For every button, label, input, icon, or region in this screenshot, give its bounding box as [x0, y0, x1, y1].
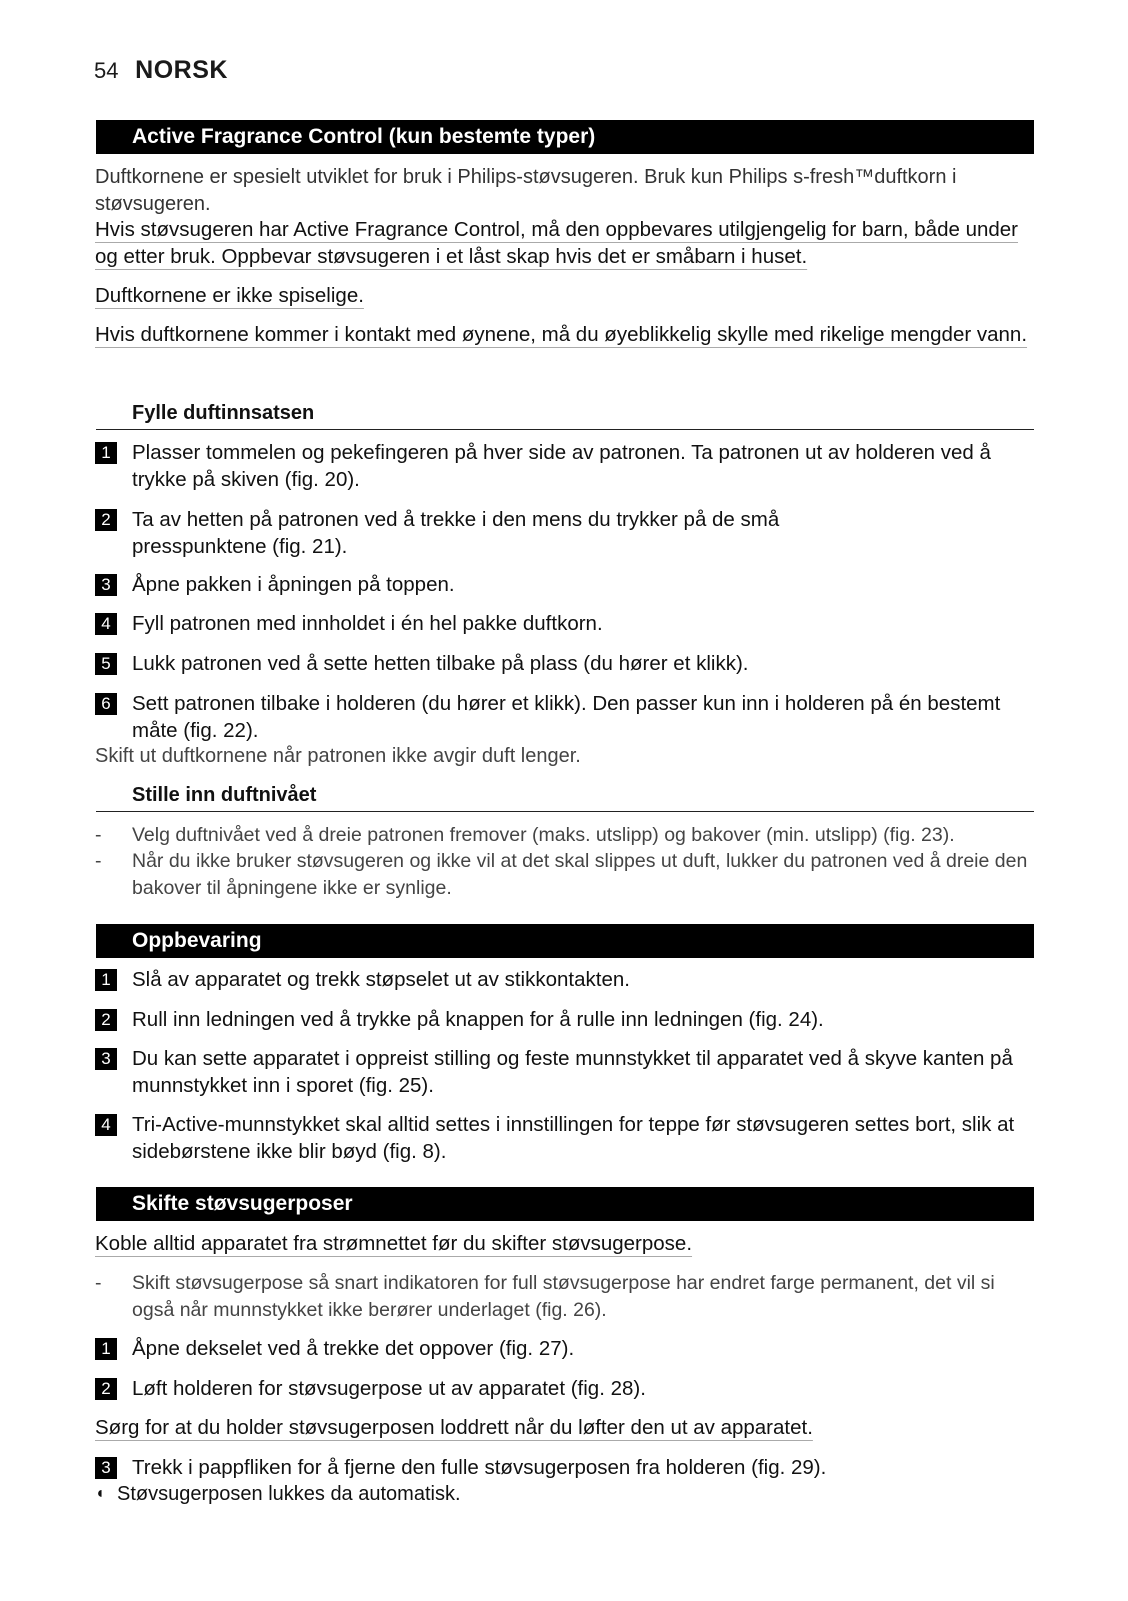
page-number: 54 — [94, 58, 119, 83]
warning-paragraph — [95, 217, 1035, 270]
step-number: 3 — [95, 1457, 117, 1479]
dash-marker: - — [95, 850, 102, 872]
step-item — [95, 691, 1040, 744]
bullet-item — [95, 848, 1040, 901]
section-title-storage: Oppbevaring — [96, 924, 1034, 958]
step-item — [95, 1455, 1040, 1482]
page-header — [94, 56, 228, 85]
subsection-title-level: Stille inn duftnivået — [96, 782, 1034, 812]
step-item — [95, 507, 1040, 560]
dash-marker: - — [95, 824, 102, 846]
step-item — [95, 1007, 1040, 1034]
step-number: 2 — [95, 1378, 117, 1400]
bullet-text: Når du ikke bruker støvsugeren og ikke vil at det skal slippes ut duft, lukker du patronen ved å dreie den bakover til åpningene ikke er synlige. — [132, 850, 1028, 899]
warning-paragraph — [95, 283, 1035, 310]
step-item — [95, 1336, 1040, 1363]
warning-text: Hvis støvsugeren har Active Fragrance Control, må den oppbevares utilgjengelig for barn, både under og etter bruk. Oppbevar støvsugeren i et låst skap hvis det er småbarn i huset. — [95, 218, 1019, 268]
warning-text: Hvis duftkornene kommer i kontakt med øynene, må du øyeblikkelig skylle med rikelige mengder vann. — [95, 323, 1028, 346]
step-text: Ta av hetten på patronen ved å trekke i den mens du trykker på de små presspunktene (fig. 21). — [132, 508, 780, 558]
intro-paragraph: Duftkornene er spesielt utviklet for bruk i Philips-støvsugeren. Bruk kun Philips s-fresh™duftkorn i støvsugeren. — [95, 166, 957, 215]
dash-marker: - — [95, 1272, 102, 1294]
step-number: 4 — [95, 613, 117, 635]
step-item — [95, 440, 1040, 493]
warning-text: Sørg for at du holder støvsugerposen loddrett når du løfter den ut av apparatet. — [95, 1416, 813, 1439]
step-number: 2 — [95, 1009, 117, 1031]
warning-paragraph — [95, 1231, 1035, 1258]
step-text: Plasser tommelen og pekefingeren på hver side av patronen. Ta patronen ut av holderen ved å trykke på skiven (fig. 20). — [132, 441, 991, 491]
step-number: 1 — [95, 969, 117, 991]
step-number: 5 — [95, 653, 117, 675]
result-arrow-icon: ◖ — [95, 1485, 105, 1502]
step-text: Sett patronen tilbake i holderen (du hører et klikk). Den passer kun inn i holderen på én bestemt måte (fig. 22). — [132, 692, 1001, 742]
result-item — [95, 1481, 461, 1507]
step-number: 4 — [95, 1114, 117, 1136]
section-title-active-fragrance: Active Fragrance Control (kun bestemte typer) — [96, 120, 1034, 154]
step-item — [95, 1376, 1040, 1403]
step-text: Du kan sette apparatet i oppreist stilling og feste munnstykket til apparatet ved å skyve kanten på munnstykket inn i sporet (fig. 25). — [132, 1047, 1013, 1097]
step-text: Tri-Active-munnstykket skal alltid settes i innstillingen for teppe før støvsugeren settes bort, slik at sidebørstene ikke blir bøyd (fig. 8). — [132, 1113, 1015, 1163]
step-text: Åpne pakken i åpningen på toppen. — [132, 573, 455, 596]
note-text: Skift ut duftkornene når patronen ikke avgir duft lenger. — [95, 745, 581, 767]
step-text: Åpne dekselet ved å trekke det oppover (fig. 27). — [132, 1337, 575, 1360]
step-item — [95, 572, 1040, 599]
step-number: 3 — [95, 1048, 117, 1070]
warning-text: Duftkornene er ikke spiselige. — [95, 284, 364, 307]
step-text: Trekk i pappfliken for å fjerne den fulle støvsugerposen fra holderen (fig. 29). — [132, 1456, 827, 1479]
step-number: 1 — [95, 442, 117, 464]
step-text: Rull inn ledningen ved å trykke på knappen for å rulle inn ledningen (fig. 24). — [132, 1008, 824, 1031]
step-number: 1 — [95, 1338, 117, 1360]
step-number: 6 — [95, 693, 117, 715]
step-item — [95, 611, 1040, 638]
warning-paragraph — [95, 322, 1035, 349]
subsection-title-fill: Fylle duftinnsatsen — [96, 400, 1034, 430]
step-number: 3 — [95, 574, 117, 596]
result-text: Støvsugerposen lukkes da automatisk. — [117, 1483, 461, 1505]
bullet-text: Skift støvsugerpose så snart indikatoren for full støvsugerpose har endret farge permanent, det vil si også når munnstykket ikke berører underlaget (fig. 26). — [132, 1272, 995, 1321]
bullet-item — [95, 822, 1040, 849]
bullet-item — [95, 1270, 1040, 1323]
bullet-text: Velg duftnivået ved å dreie patronen fremover (maks. utslipp) og bakover (min. utslipp) (fig. 23). — [132, 824, 955, 846]
step-text: Løft holderen for støvsugerpose ut av apparatet (fig. 28). — [132, 1377, 646, 1400]
language-title: NORSK — [135, 56, 228, 84]
step-item — [95, 1046, 1040, 1099]
step-item — [95, 651, 1040, 678]
step-text: Slå av apparatet og trekk støpselet ut av stikkontakten. — [132, 968, 630, 991]
step-number: 2 — [95, 509, 117, 531]
warning-text: Koble alltid apparatet fra strømnettet før du skifter støvsugerpose. — [95, 1232, 693, 1255]
warning-paragraph — [95, 1415, 1035, 1442]
step-text: Fyll patronen med innholdet i én hel pakke duftkorn. — [132, 612, 603, 635]
step-item — [95, 967, 1040, 994]
step-item — [95, 1112, 1040, 1165]
section-title-replace-bags: Skifte støvsugerposer — [96, 1187, 1034, 1221]
step-text: Lukk patronen ved å sette hetten tilbake på plass (du hører et klikk). — [132, 652, 749, 675]
